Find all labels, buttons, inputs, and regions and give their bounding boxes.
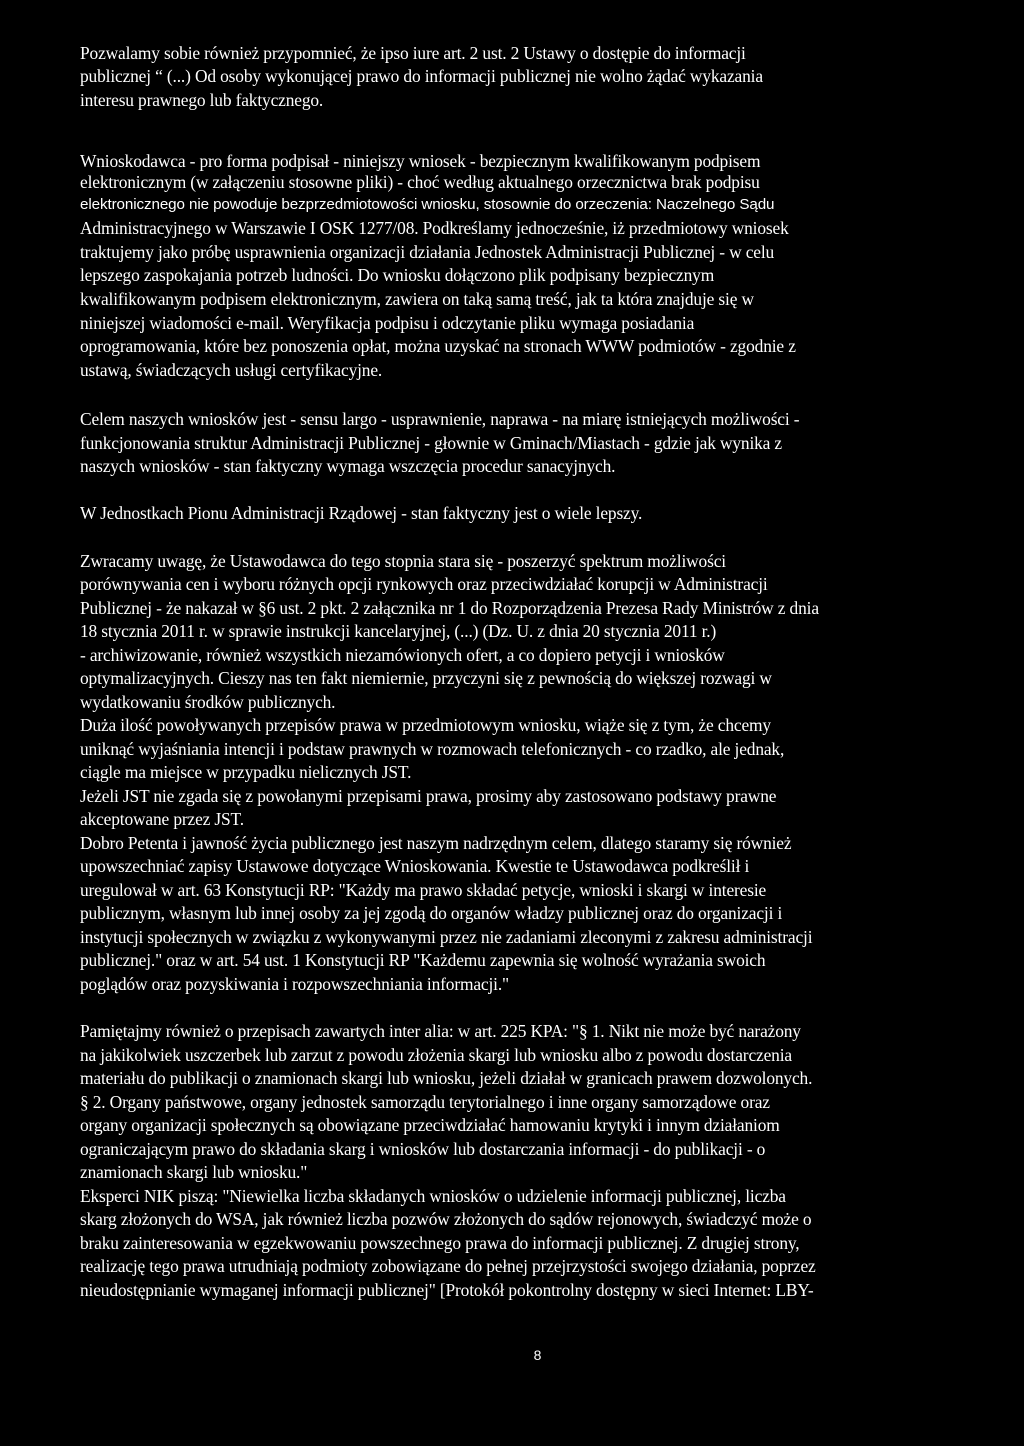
text-line: elektronicznym (w załączeniu stosowne pliki) - choć według aktualnego orzecznictwa brak podpisu: [80, 172, 760, 192]
text-line: skarg złożonych do WSA, jak również liczba pozwów złożonych do sądów rejonowych, świadczyć może o: [80, 1209, 812, 1229]
text-line: braku zainteresowania w egzekwowaniu powszechnego prawa do informacji publicznej. Z drugiej strony,: [80, 1233, 800, 1253]
text-line: optymalizacyjnych. Cieszy nas ten fakt niemiernie, przyczyni się z pewnością do większej rozwagi w: [80, 668, 772, 688]
text-line: lepszego zaspokajania potrzeb ludności. Do wniosku dołączono plik podpisany bezpiecznym: [80, 265, 715, 285]
text-line: organy organizacji społecznych są obowiązane przeciwdziałać hamowaniu krytyki i innym działaniom: [80, 1115, 780, 1135]
text-line: publicznym, własnym lub innej osoby za jej zgodą do organów władzy publicznej oraz do organizacji i: [80, 903, 783, 923]
text-line: Eksperci NIK piszą: "Niewielka liczba składanych wniosków o udzielenie informacji publicznej, liczba: [80, 1186, 786, 1206]
text-line: materiału do publikacji o znamionach skargi lub wniosku, jeżeli działał w granicach prawem dozwolonych.: [80, 1068, 813, 1088]
text-line: wydatkowaniu środków publicznych.: [80, 692, 336, 712]
text-line: upowszechniać zapisy Ustawowe dotyczące Wnioskowania. Kwestie te Ustawodawca podkreślił i: [80, 856, 750, 876]
text-line: uregulował w art. 63 Konstytucji RP: "Każdy ma prawo składać petycje, wnioski i skargi w interesie: [80, 880, 767, 900]
text-line: publicznej “ (...) Od osoby wykonującej prawo do informacji publicznej nie wolno żądać wykazania: [80, 66, 763, 86]
text-line: poglądów oraz pozyskiwania i rozpowszechniania informacji.": [80, 974, 509, 994]
text-line: realizację tego prawa utrudniają podmioty zobowiązane do pełnej przejrzystości swojego działania, poprzez: [80, 1256, 816, 1276]
page-number: 8: [533, 1347, 542, 1363]
text-line: elektronicznego nie powoduje bezprzedmiotowości wniosku, stosownie do orzeczenia: Naczelnego Sądu: [80, 196, 775, 213]
text-line: kwalifikowanym podpisem elektronicznym, zawiera on taką samą treść, jak ta która znajduje się w: [80, 289, 754, 309]
text-line: ograniczającym prawo do składania skarg i wniosków lub dostarczania informacji - do publikacji - o: [80, 1139, 766, 1159]
text-line: na jakikolwiek uszczerbek lub zarzut z powodu złożenia skargi lub wniosku albo z powodu dostarczenia: [80, 1045, 792, 1065]
text-line: W Jednostkach Pionu Administracji Rządowej - stan faktyczny jest o wiele lepszy.: [80, 503, 643, 523]
text-line: znamionach skargi lub wniosku.": [80, 1162, 308, 1182]
text-line: Dobro Petenta i jawność życia publicznego jest naszym nadrzędnym celem, dlatego staramy się również: [80, 833, 792, 853]
text-line: Publicznej - że nakazał w §6 ust. 2 pkt. 2 załącznika nr 1 do Rozporządzenia Prezesa Rady Ministrów z dnia: [80, 598, 819, 618]
text-line: Pamiętajmy również o przepisach zawartych inter alia: w art. 225 KPA: "§ 1. Nikt nie może być narażony: [80, 1021, 801, 1041]
text-line: - archiwizowanie, również wszystkich niezamówionych ofert, a co dopiero petycji i wniosków: [80, 645, 725, 665]
text-line: Celem naszych wniosków jest - sensu largo - usprawnienie, naprawa - na miarę istniejących możliwości -: [80, 409, 800, 429]
text-line: publicznej." oraz w art. 54 ust. 1 Konstytucji RP "Każdemu zapewnia się wolność wyrażania swoich: [80, 950, 766, 970]
text-line: interesu prawnego lub faktycznego.: [80, 90, 324, 110]
text-line: Jeżeli JST nie zgada się z powołanymi przepisami prawa, prosimy aby zastosowano podstawy prawne: [80, 786, 777, 806]
text-line: uniknąć wyjaśniania intencji i podstaw prawnych w rozmowach telefonicznych - co rzadko, ale jednak,: [80, 739, 785, 759]
text-line: Zwracamy uwagę, że Ustawodawca do tego stopnia stara się - poszerzyć spektrum możliwości: [80, 551, 726, 571]
text-line: § 2. Organy państwowe, organy jednostek samorządu terytorialnego i inne organy samorządowe oraz: [80, 1092, 770, 1112]
text-line: Wnioskodawca - pro forma podpisał - niniejszy wniosek - bezpiecznym kwalifikowanym podpisem: [80, 151, 761, 171]
text-line: instytucji społecznych w związku z wykonywanymi przez nie zadaniami zleconymi z zakresu administracji: [80, 927, 813, 947]
text-line: Pozwalamy sobie również przypomnieć, że ipso iure art. 2 ust. 2 Ustawy o dostępie do informacji: [80, 43, 746, 63]
text-line: naszych wniosków - stan faktyczny wymaga wszczęcia procedur sanacyjnych.: [80, 456, 616, 476]
text-line: 18 stycznia 2011 r. w sprawie instrukcji kancelaryjnej, (...) (Dz. U. z dnia 20 stycznia 2011 r.): [80, 621, 717, 641]
text-line: porównywania cen i wyboru różnych opcji rynkowych oraz przeciwdziałać korupcji w Administracji: [80, 574, 768, 594]
text-line: funkcjonowania struktur Administracji Publicznej - głownie w Gminach/Miastach - gdzie jak wynika z: [80, 433, 783, 453]
text-line: Duża ilość powoływanych przepisów prawa w przedmiotowym wniosku, wiąże się z tym, że chcemy: [80, 715, 771, 735]
text-line: ciągle ma miejsce w przypadku nielicznych JST.: [80, 762, 412, 782]
text-line: nieudostępnianie wymaganej informacji publicznej" [Protokół pokontrolny dostępny w sieci Internet: LBY-: [80, 1280, 814, 1300]
text-line: oprogramowania, które bez ponoszenia opłat, można uzyskać na stronach WWW podmiotów - zgodnie z: [80, 336, 796, 356]
text-line: akceptowane przez JST.: [80, 809, 244, 829]
text-line: niniejszej wiadomości e-mail. Weryfikacja podpisu i odczytanie pliku wymaga posiadania: [80, 313, 695, 333]
text-line: Administracyjnego w Warszawie I OSK 1277/08. Podkreślamy jednocześnie, iż przedmiotowy wniosek: [80, 218, 789, 238]
text-line: traktujemy jako próbę usprawnienia organizacji działania Jednostek Administracji Publicznej - w celu: [80, 242, 775, 262]
text-line: ustawą, świadczących usługi certyfikacyjne.: [80, 360, 383, 380]
